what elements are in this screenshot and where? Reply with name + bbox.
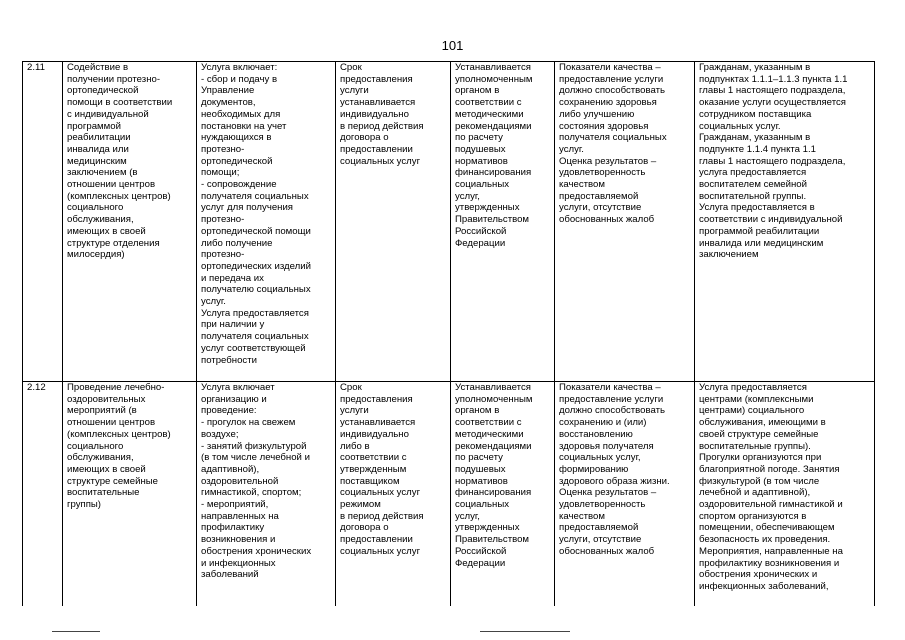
service-name-cell: Содействие в получении протезно- ортопедической помощи в соответствии с индивидуальной программой реабилитации инвалида или медицинским заключением (в отношении центров (комплексных центров) социального обслуживания, имеющих в своей структуре отделения милосердия) [63, 62, 197, 382]
service-description-cell: Услуга включает организацию и проведение: - прогулок на свежем воздухе; - занятий физкультурой (в том числе лечебной и адаптивной), оздоровительной гимнастикой, спортом; - мероприятий, направленных на профилактику возникновения и обострения хронических и инфекционных заболеваний [197, 382, 336, 606]
service-number-cell: 2.12 [23, 382, 63, 606]
service-norms-cell: Устанавливается уполномоченным органом в соответствии с методическими рекомендациями по расчету подушевых нормативов финансирования социальных услуг, утвержденных Правительством Российской Федерации [451, 382, 555, 606]
services-table [22, 61, 875, 606]
service-conditions-cell: Гражданам, указанным в подпунктах 1.1.1–1.1.3 пункта 1.1 главы 1 настоящего подраздела, оказание услуги осуществляется сотрудником поставщика социальных услуг. Гражданам, указанным в подпункте 1.1.4 пункта 1.1 главы 1 настоящего подраздела, услуга предоставляется воспитателем семейной воспитательной группы. Услуга предоставляется в соответствии с индивидуальной программой реабилитации инвалида или медицинским заключением [695, 62, 875, 382]
service-description-cell: Услуга включает: - сбор и подачу в Управление документов, необходимых для постановки на учет нуждающихся в протезно- ортопедической помощи; - сопровождение получателя социальных услуг для получения протезно- ортопедической помощи либо получение протезно- ортопедических изделий и передача их получателю социальных услуг. Услуга предоставляется при наличии у получателя социальных услуг соответствующей потребности [197, 62, 336, 382]
scan-edge-line [52, 631, 100, 632]
service-number-cell: 2.11 [23, 62, 63, 382]
service-term-cell: Срок предоставления услуги устанавливается индивидуально либо в соответствии с утвержденным поставщиком социальных услуг режимом в период действия договора о предоставлении социальных услуг [336, 382, 451, 606]
service-term-cell: Срок предоставления услуги устанавливается индивидуально в период действия договора о предоставлении социальных услуг [336, 62, 451, 382]
table-row [23, 62, 875, 382]
service-conditions-cell: Услуга предоставляется центрами (комплексными центрами) социального обслуживания, имеющими в своей структуре семейные воспитательные группы). Прогулки организуются при благоприятной погоде. Занятия физкультурой (в том числе лечебной и адаптивной), оздоровительной гимнастикой и спортом организуются в помещении, обеспечивающем безопасность их проведения. Мероприятия, направленные на профилактику возникновения и обострения хронических и инфекционных заболеваний, [695, 382, 875, 606]
service-quality-cell: Показатели качества – предоставление услуги должно способствовать сохранению здоровья либо улучшению состояния здоровья получателя социальных услуг. Оценка результатов – удовлетворенность качеством предоставляемой услуги, отсутствие обоснованных жалоб [555, 62, 695, 382]
service-quality-cell: Показатели качества – предоставление услуги должно способствовать сохранению и (или) восстановлению здоровья получателя социальных услуг, формированию здорового образа жизни. Оценка результатов – удовлетворенность качеством предоставляемой услуги, отсутствие обоснованных жалоб [555, 382, 695, 606]
table-row [23, 382, 875, 606]
page-number: 101 [441, 38, 464, 53]
scan-edge-line [480, 631, 570, 632]
service-norms-cell: Устанавливается уполномоченным органом в соответствии с методическими рекомендациями по расчету подушевых нормативов финансирования социальных услуг, утвержденных Правительством Российской Федерации [451, 62, 555, 382]
service-name-cell: Проведение лечебно- оздоровительных мероприятий (в отношении центров (комплексных центров) социального обслуживания, имеющих в своей структуре семейные воспитательные группы) [63, 382, 197, 606]
